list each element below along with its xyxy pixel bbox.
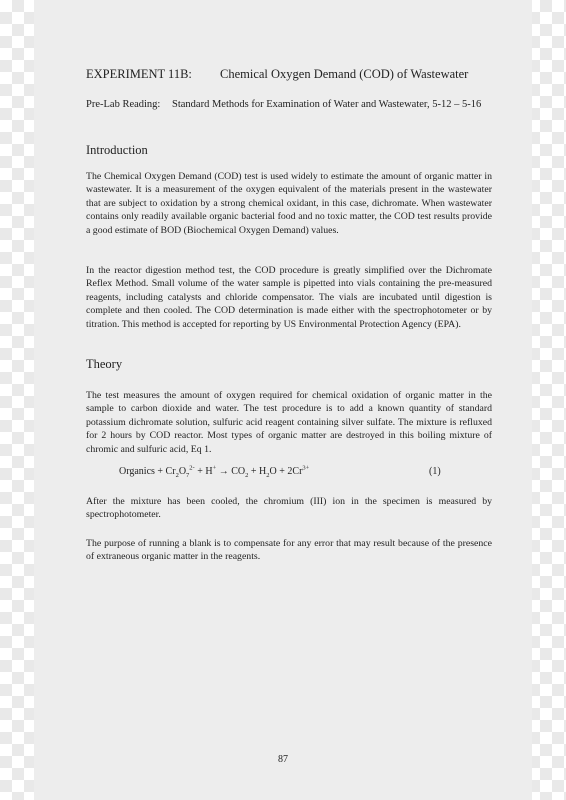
- eq-arrow-co: → CO: [216, 466, 246, 477]
- experiment-number: EXPERIMENT 11B:: [86, 67, 192, 81]
- eq-chromium: O + 2Cr: [269, 466, 303, 477]
- eq-sub: 2: [175, 472, 179, 479]
- theory-heading: Theory: [86, 357, 123, 371]
- prelab-text: Standard Methods for Examination of Water and Wastewater, 5-12 – 5-16: [172, 99, 482, 110]
- page-number: 87: [278, 754, 288, 765]
- prelab-reading: [86, 97, 496, 113]
- eq-sub: 2: [245, 472, 249, 479]
- eq-hydrogen: + H: [194, 466, 213, 477]
- eq-sub: 7: [186, 472, 190, 479]
- introduction-paragraph-1: The Chemical Oxygen Demand (COD) test is used widely to estimate the amount of organic matter in wastewater. It is a measurement of the oxygen equivalent of the materials present in the wastewater that are subject to oxidation by a strong chemical oxidant, in this case, dichromate. When wastewater contains only readily available organic bacterial food and no toxic matter, the COD test results provide a good estimate of BOD (Biochemical Oxygen Demand) values.: [86, 171, 492, 236]
- document-page: [34, 0, 532, 800]
- eq-oxygen: O: [178, 466, 187, 477]
- eq-organics: Organics + Cr: [119, 466, 176, 477]
- theory-paragraph-3: The purpose of running a blank is to compensate for any error that may result because of the presence of extraneous organic matter in the reagents.: [86, 538, 492, 563]
- chemical-equation: [119, 466, 449, 477]
- introduction-heading: Introduction: [86, 143, 148, 157]
- eq-sub: 2: [266, 472, 270, 479]
- theory-paragraph-2: After the mixture has been cooled, the chromium (III) ion in the specimen is measured by spectrophotometer.: [86, 496, 492, 521]
- eq-charge: +: [212, 464, 217, 472]
- experiment-title: Chemical Oxygen Demand (COD) of Wastewater: [220, 67, 469, 81]
- equation-number: (1): [429, 466, 441, 477]
- eq-charge: 3+: [302, 464, 310, 472]
- introduction-paragraph-2: In the reactor digestion method test, the COD procedure is greatly simplified over the Dichromate Reflex Method. Small volume of the water sample is pipetted into vials containing the pre-measured reagents, including catalysts and chloride compensator. The vials are incubated until digestion is complete and then cooled. The COD determination is made either with the spectrophotometer or by titration. This method is accepted for reporting by US Environmental Protection Agency (EPA).: [86, 265, 492, 330]
- prelab-label: Pre-Lab Reading:: [86, 99, 161, 110]
- eq-charge: 2-: [189, 464, 195, 472]
- eq-water: + H: [248, 466, 267, 477]
- theory-paragraph-1: The test measures the amount of oxygen required for chemical oxidation of organic matter in the sample to carbon dioxide and water. The test procedure is to add a known quantity of standard potassium dichromate solution, sulfuric acid reagent containing silver sulfate. The mixture is refluxed for 2 hours by COD reactor. Most types of organic matter are destroyed in this boiling mixture of chromic and sulfuric acid, Eq 1.: [86, 390, 492, 455]
- document-title: [86, 67, 496, 82]
